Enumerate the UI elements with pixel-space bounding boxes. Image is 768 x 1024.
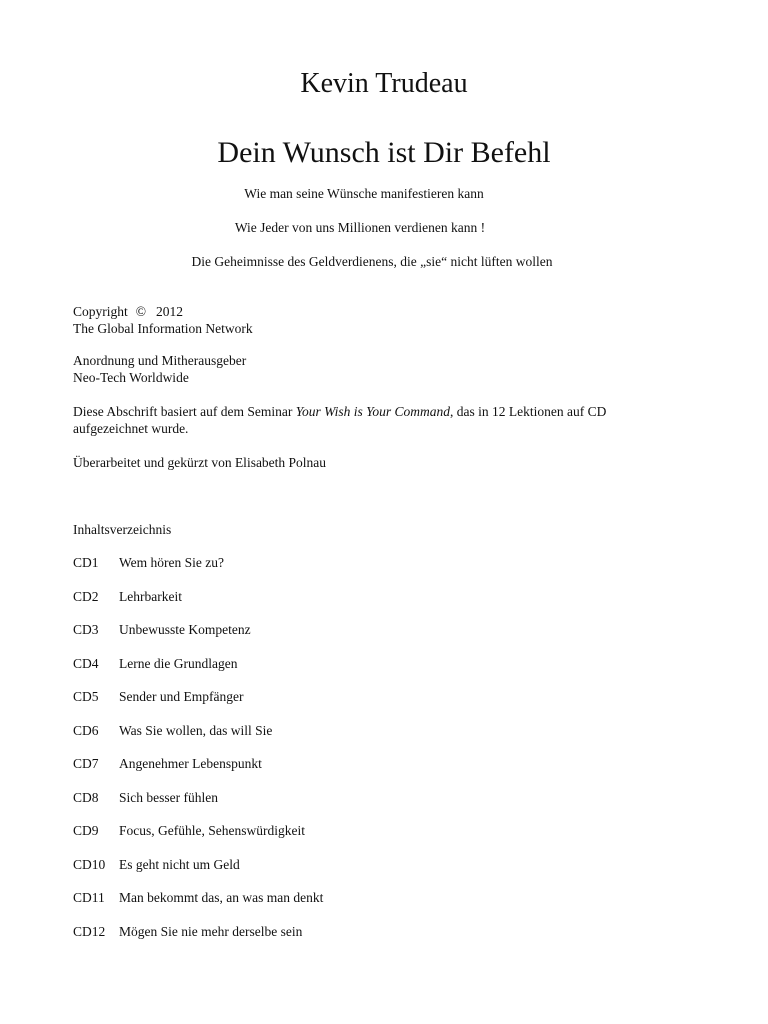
toc-item-number: CD4 <box>73 655 99 671</box>
seminar-title: Your Wish is Your Command <box>295 404 450 419</box>
book-title: Dein Wunsch ist Dir Befehl <box>217 136 551 169</box>
toc-item-title: Lerne die Grundlagen <box>119 655 238 671</box>
toc-item-title: Sich besser fühlen <box>119 789 218 805</box>
toc-item <box>73 588 323 622</box>
toc-item-title: Mögen Sie nie mehr derselbe sein <box>119 923 303 939</box>
toc-item-title: Es geht nicht um Geld <box>119 856 240 872</box>
toc-item-number: CD8 <box>73 789 99 805</box>
toc-item-number: CD11 <box>73 890 105 905</box>
toc-item <box>73 923 323 957</box>
toc-item-title: Wem hören Sie zu? <box>119 555 225 570</box>
toc-item-title: Man bekommt das, an was man denkt <box>119 890 324 905</box>
publisher-block <box>73 352 713 386</box>
toc-item-number: CD12 <box>73 923 106 939</box>
subtitle-2: Wie Jeder von uns Millionen verdienen kann ! <box>234 220 486 235</box>
toc-item-number: CD7 <box>73 756 99 771</box>
toc-item-number: CD5 <box>73 689 99 704</box>
toc-item-number: CD6 <box>73 722 99 738</box>
abstract-text-after: , das in 12 Lektionen auf CD <box>450 404 607 419</box>
copyright-line <box>73 303 713 320</box>
toc-item <box>73 889 323 923</box>
abstract-text-before: Diese Abschrift basiert auf dem Seminar <box>73 404 296 419</box>
toc-item <box>73 822 323 856</box>
toc-item <box>73 789 323 823</box>
subtitle-1: Wie man seine Wünsche manifestieren kann <box>244 186 484 201</box>
copyright-block <box>73 303 713 337</box>
toc-item-number: CD1 <box>73 555 99 570</box>
subtitle-3: Die Geheimnisse des Geldverdienens, die „sie“ nicht lüften wollen <box>191 254 553 269</box>
copyright-symbol: © <box>135 304 147 319</box>
revision-note: Überarbeitet und gekürzt von Elisabeth Polnau <box>73 455 327 470</box>
toc-item-number: CD2 <box>73 588 99 604</box>
abstract-line-1 <box>73 403 713 420</box>
toc-item <box>73 554 323 588</box>
table-of-contents <box>73 554 323 956</box>
toc-item <box>73 688 323 722</box>
toc-item-title: Focus, Gefühle, Sehenswürdigkeit <box>119 823 305 838</box>
copyright-holder: The Global Information Network <box>73 321 253 336</box>
toc-item-number: CD10 <box>73 856 106 872</box>
toc-item <box>73 621 323 655</box>
toc-item-title: Angenehmer Lebenspunkt <box>119 756 262 771</box>
copyright-label: Copyright <box>73 304 128 319</box>
toc-item-title: Sender und Empfänger <box>119 689 244 704</box>
toc-heading: Inhaltsverzeichnis <box>73 522 172 537</box>
toc-item-title: Lehrbarkeit <box>119 588 182 604</box>
toc-item <box>73 755 323 789</box>
abstract-paragraph <box>73 403 713 437</box>
publisher-role: Anordnung und Mitherausgeber <box>73 353 247 368</box>
toc-item-number: CD9 <box>73 823 99 838</box>
toc-item-number: CD3 <box>73 622 99 637</box>
toc-item <box>73 655 323 689</box>
author-name: Kevin Trudeau <box>300 68 468 99</box>
abstract-line-2: aufgezeichnet wurde. <box>73 421 189 436</box>
toc-item-title: Was Sie wollen, das will Sie <box>119 722 273 738</box>
toc-item <box>73 856 323 890</box>
copyright-year: 2012 <box>156 304 184 319</box>
publisher-name: Neo-Tech Worldwide <box>73 370 189 385</box>
toc-item-title: Unbewusste Kompetenz <box>119 622 251 637</box>
toc-item <box>73 722 323 756</box>
